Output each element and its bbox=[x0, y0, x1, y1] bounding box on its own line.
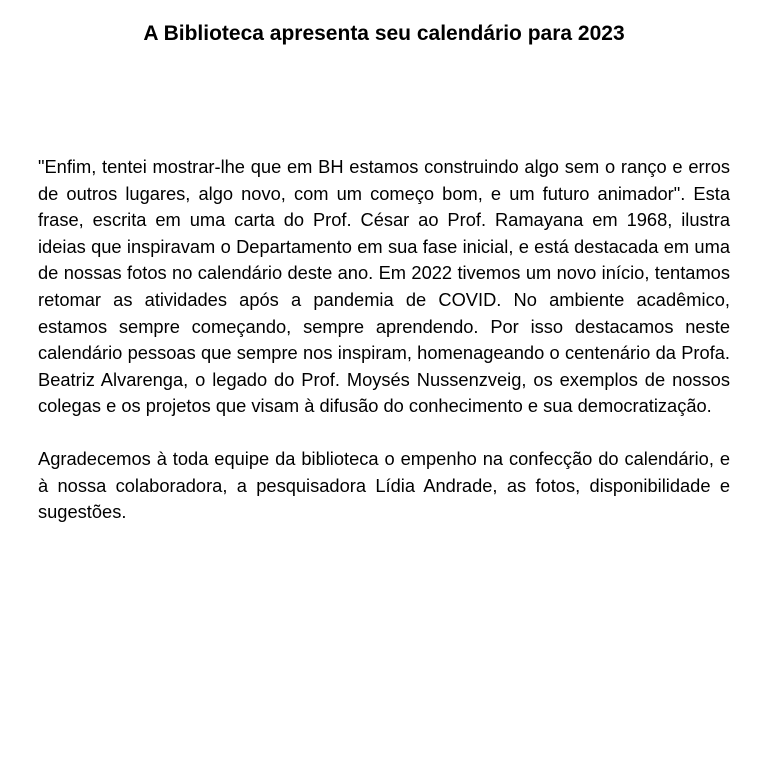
body-text bbox=[38, 154, 730, 552]
paragraph-intro: "Enfim, tentei mostrar-lhe que em BH estamos construindo algo sem o ranço e erros de outros lugares, algo novo, com um começo bom, e um futuro animador". Esta frase, escrita em uma carta do Prof. César ao Prof. Ramayana em 1968, ilustra ideias que inspiravam o Departamento em sua fase inicial, e está destacada em uma de nossas fotos no calendário deste ano. Em 2022 tivemos um novo início, tentamos retomar as atividades após a pandemia de COVID. No ambiente acadêmico, estamos sempre começando, sempre aprendendo. Por isso destacamos neste calendário pessoas que sempre nos inspiram, homenageando o centenário da Profa. Beatriz Alvarenga, o legado do Prof. Moysés Nussenzveig, os exemplos de nossos colegas e os projetos que visam à difusão do conhecimento e sua democratização. bbox=[38, 156, 730, 417]
paragraph-acknowledgements: Agradecemos à toda equipe da biblioteca o empenho na confecção do calendário, e à nossa colaboradora, a pesquisadora Lídia Andrade, as fotos, disponibilidade e sugestões. bbox=[38, 447, 730, 523]
page-title: A Biblioteca apresenta seu calendário para 2023 bbox=[143, 22, 625, 45]
